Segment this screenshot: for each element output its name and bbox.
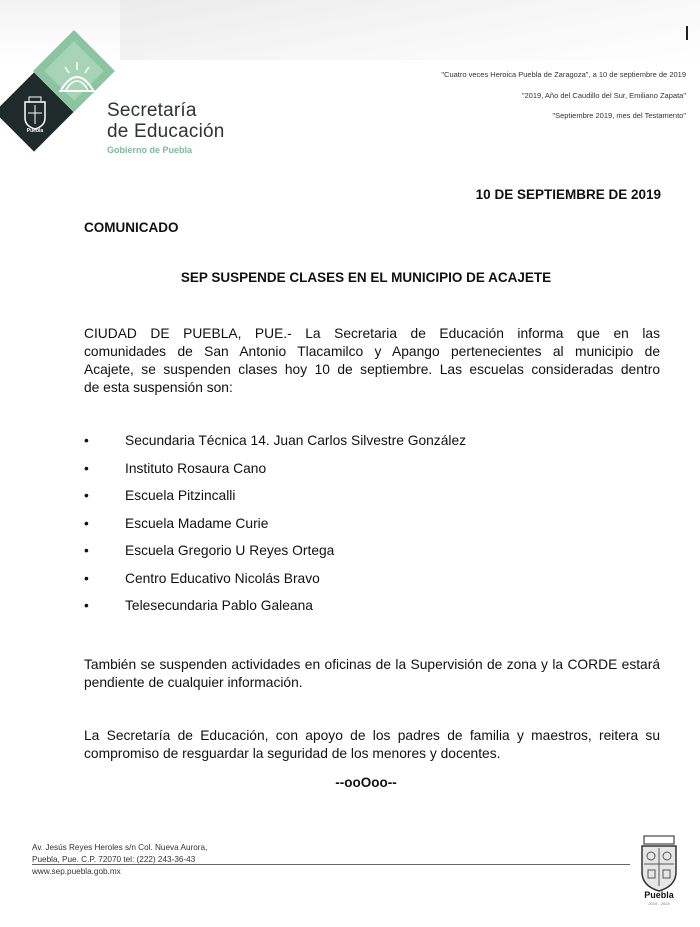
- scan-mark: [686, 26, 688, 40]
- paragraph-offices: También se suspenden actividades en oficinas de la Supervisión de zona y la CORDE estará pendiente de cualquier información.: [84, 657, 660, 690]
- footer-website: www.sep.puebla.gob.mx: [32, 867, 121, 876]
- logo-title-line2: de Educación: [107, 121, 225, 142]
- closing-mark: --ooOoo--: [335, 775, 397, 790]
- footer-crest-sublabel: 2019 - 2024: [648, 901, 670, 906]
- bullet: •: [84, 433, 89, 448]
- intro-paragraph: [84, 325, 660, 397]
- school-name: Escuela Gregorio U Reyes Ortega: [125, 543, 335, 558]
- document-date: 10 DE SEPTIEMBRE DE 2019: [475, 187, 661, 202]
- footer-address-line1: Av. Jesús Reyes Heroles s/n Col. Nueva Aurora,: [32, 843, 208, 852]
- scan-shadow-band: [120, 0, 700, 60]
- bullet: •: [84, 598, 89, 613]
- puebla-crest-icon: [638, 834, 680, 894]
- bullet: •: [84, 515, 89, 531]
- header-motto-1: "Cuatro veces Heroica Puebla de Zaragoza", a 10 de septiembre de 2019: [441, 70, 686, 79]
- school-name: Escuela Madame Curie: [125, 515, 269, 531]
- bullet: •: [84, 460, 89, 476]
- school-name: Telesecundaria Pablo Galeana: [125, 598, 313, 613]
- logo-title: [107, 100, 225, 142]
- document-type: COMUNICADO: [84, 220, 179, 235]
- footer-divider: [32, 864, 630, 865]
- intro-line: comunidades de San Antonio Tlacamilco y Apango pertenecientes al municipio de: [84, 344, 660, 359]
- footer-address-line2: Puebla, Pue. C.P. 72070 tel: (222) 243-36-43: [32, 855, 196, 864]
- logo-title-line1: Secretaría: [107, 100, 197, 121]
- logo-crest-label: Puebla: [26, 128, 44, 134]
- bullet: •: [84, 543, 89, 558]
- bullet: •: [84, 488, 89, 503]
- intro-line: Acajete, se suspenden clases hoy 10 de septiembre. Las escuelas consideradas dentro: [84, 362, 660, 377]
- school-name: Escuela Pitzincalli: [125, 488, 236, 503]
- puebla-crest-icon: [22, 96, 48, 130]
- school-name: Instituto Rosaura Cano: [125, 460, 267, 476]
- bullet: •: [84, 570, 89, 586]
- sunrise-icon: [55, 60, 99, 96]
- logo-subtitle: Gobierno de Puebla: [107, 145, 193, 155]
- intro-line: de esta suspensión son:: [84, 380, 233, 395]
- paragraph-commitment: La Secretaría de Educación, con apoyo de los padres de familia y maestros, reitera su compromiso de resguardar la seguridad de los menores y docentes.: [84, 728, 660, 761]
- intro-line: CIUDAD DE PUEBLA, PUE.- La Secretaria de Educación informa que en las: [84, 326, 660, 341]
- footer-crest-label: Puebla: [644, 890, 674, 900]
- header-motto-2: "2019, Año del Caudillo del Sur, Emiliano Zapata": [521, 91, 686, 100]
- school-name: Secundaria Técnica 14. Juan Carlos Silvestre González: [125, 433, 467, 448]
- document-headline: SEP SUSPENDE CLASES EN EL MUNICIPIO DE ACAJETE: [180, 270, 552, 285]
- school-name: Centro Educativo Nicolás Bravo: [125, 570, 320, 586]
- footer-address: [32, 842, 207, 878]
- header-motto-3: "Septiembre 2019, mes del Testamento": [552, 111, 686, 120]
